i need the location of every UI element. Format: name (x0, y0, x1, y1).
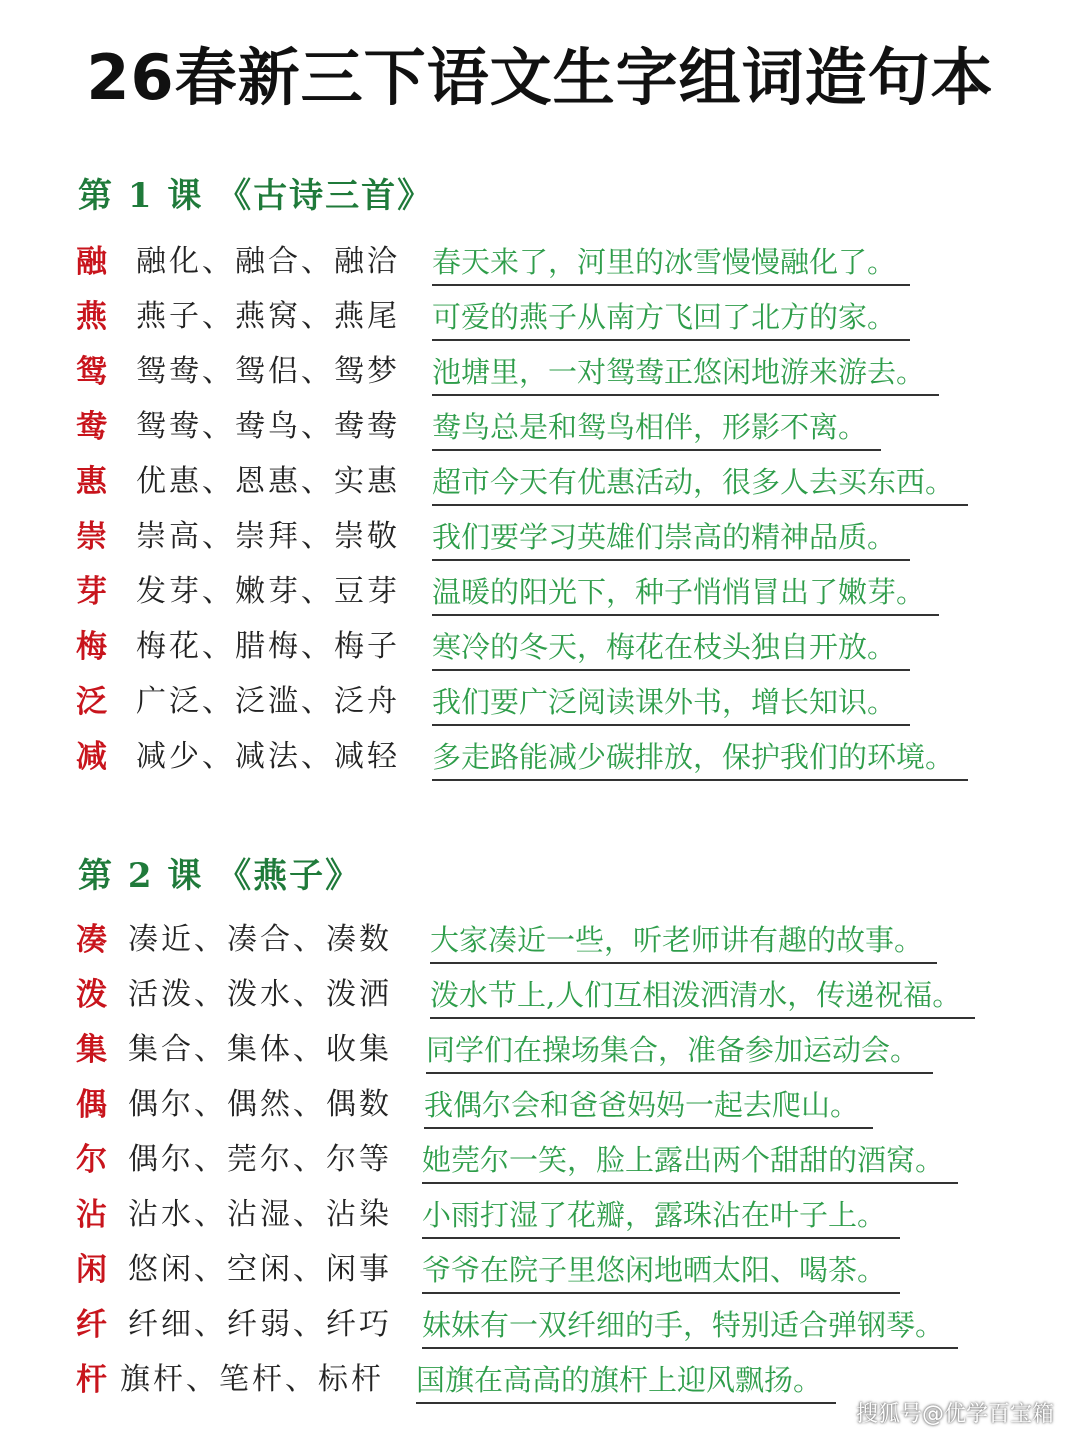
vocab-row (0, 1193, 1080, 1248)
vocab-char: 芽 (76, 574, 107, 610)
vocab-words: 偶尔、偶然、偶数 (128, 1087, 392, 1122)
vocab-words: 广泛、泛滥、泛舟 (136, 684, 400, 719)
vocab-words: 旗杆、笔杆、标杆 (120, 1362, 384, 1397)
example-sentence: 我偶尔会和爸爸妈妈一起去爬山。 (424, 1083, 873, 1129)
example-sentence: 春天来了，河里的冰雪慢慢融化了。 (432, 240, 910, 286)
vocab-row (0, 1028, 1080, 1083)
example-sentence: 温暖的阳光下，种子悄悄冒出了嫩芽。 (432, 570, 939, 616)
example-sentence: 大家凑近一些，听老师讲有趣的故事。 (430, 918, 937, 964)
example-sentence: 妹妹有一双纤细的手，特别适合弹钢琴。 (422, 1303, 958, 1349)
vocab-char: 杆 (76, 1362, 107, 1398)
vocab-words: 纤细、纤弱、纤巧 (128, 1307, 392, 1342)
vocab-row (0, 460, 1080, 515)
vocab-row (0, 350, 1080, 405)
watermark: 搜狐号@优学百宝箱 (855, 1402, 1054, 1427)
example-sentence: 她莞尔一笑，脸上露出两个甜甜的酒窝。 (422, 1138, 958, 1184)
vocab-row (0, 735, 1080, 790)
example-sentence: 可爱的燕子从南方飞回了北方的家。 (432, 295, 910, 341)
vocab-char: 泼 (76, 977, 107, 1013)
vocab-char: 纤 (76, 1307, 107, 1343)
example-sentence: 泼水节上,人们互相泼洒清水，传递祝福。 (430, 973, 975, 1019)
vocab-row (0, 625, 1080, 680)
vocab-row (0, 515, 1080, 570)
example-sentence: 池塘里，一对鸳鸯正悠闲地游来游去。 (432, 350, 939, 396)
example-sentence: 小雨打湿了花瓣，露珠沾在叶子上。 (422, 1193, 900, 1239)
page-title: 26春新三下语文生字组词造句本 (86, 41, 994, 114)
vocab-words: 梅花、腊梅、梅子 (136, 629, 400, 664)
lesson-heading: 第 2 课 《燕子》 (78, 856, 362, 896)
vocab-char: 融 (76, 244, 107, 280)
example-sentence: 多走路能减少碳排放，保护我们的环境。 (432, 735, 968, 781)
vocab-words: 悠闲、空闲、闲事 (128, 1252, 392, 1287)
vocab-char: 闲 (76, 1252, 107, 1288)
vocab-words: 崇高、崇拜、崇敬 (136, 519, 400, 554)
example-sentence: 国旗在高高的旗杆上迎风飘扬。 (416, 1358, 836, 1404)
vocab-char: 泛 (76, 684, 107, 720)
vocab-words: 燕子、燕窝、燕尾 (136, 299, 400, 334)
vocab-row (0, 570, 1080, 625)
vocab-row (0, 973, 1080, 1028)
vocab-words: 融化、融合、融洽 (136, 244, 400, 279)
vocab-char: 沾 (76, 1197, 107, 1233)
vocab-row (0, 1138, 1080, 1193)
vocab-char: 鸳 (76, 354, 107, 390)
vocab-words: 发芽、嫩芽、豆芽 (136, 574, 400, 609)
vocab-words: 偶尔、莞尔、尔等 (128, 1142, 392, 1177)
example-sentence: 超市今天有优惠活动，很多人去买东西。 (432, 460, 968, 506)
vocab-char: 梅 (76, 629, 107, 665)
example-sentence: 鸯鸟总是和鸳鸟相伴，形影不离。 (432, 405, 881, 451)
vocab-row (0, 295, 1080, 350)
vocab-char: 减 (76, 739, 107, 775)
vocab-char: 集 (76, 1032, 107, 1068)
example-sentence: 同学们在操场集合，准备参加运动会。 (426, 1028, 933, 1074)
example-sentence: 爷爷在院子里悠闲地晒太阳、喝茶。 (422, 1248, 900, 1294)
vocab-char: 燕 (76, 299, 107, 335)
vocab-char: 尔 (76, 1142, 107, 1178)
vocab-char: 偶 (76, 1087, 107, 1123)
vocab-row (0, 240, 1080, 295)
vocab-char: 崇 (76, 519, 107, 555)
vocab-char: 凑 (76, 922, 107, 958)
vocab-words: 集合、集体、收集 (128, 1032, 392, 1067)
lesson-heading: 第 1 课 《古诗三首》 (78, 176, 434, 216)
example-sentence: 寒冷的冬天，梅花在枝头独自开放。 (432, 625, 910, 671)
vocab-row (0, 680, 1080, 735)
vocab-words: 凑近、凑合、凑数 (128, 922, 392, 957)
example-sentence: 我们要广泛阅读课外书，增长知识。 (432, 680, 910, 726)
vocab-words: 活泼、泼水、泼洒 (128, 977, 392, 1012)
vocab-words: 优惠、恩惠、实惠 (136, 464, 400, 499)
vocab-row (0, 918, 1080, 973)
vocab-words: 减少、减法、减轻 (136, 739, 400, 774)
vocab-char: 鸯 (76, 409, 107, 445)
vocab-char: 惠 (76, 464, 107, 500)
vocab-row (0, 1248, 1080, 1303)
vocab-words: 鸳鸯、鸯鸟、鸯鸯 (136, 409, 400, 444)
example-sentence: 我们要学习英雄们崇高的精神品质。 (432, 515, 910, 561)
vocab-words: 沾水、沾湿、沾染 (128, 1197, 392, 1232)
vocab-words: 鸳鸯、鸳侣、鸳梦 (136, 354, 400, 389)
vocab-row (0, 405, 1080, 460)
vocab-row (0, 1303, 1080, 1358)
vocab-row (0, 1083, 1080, 1138)
